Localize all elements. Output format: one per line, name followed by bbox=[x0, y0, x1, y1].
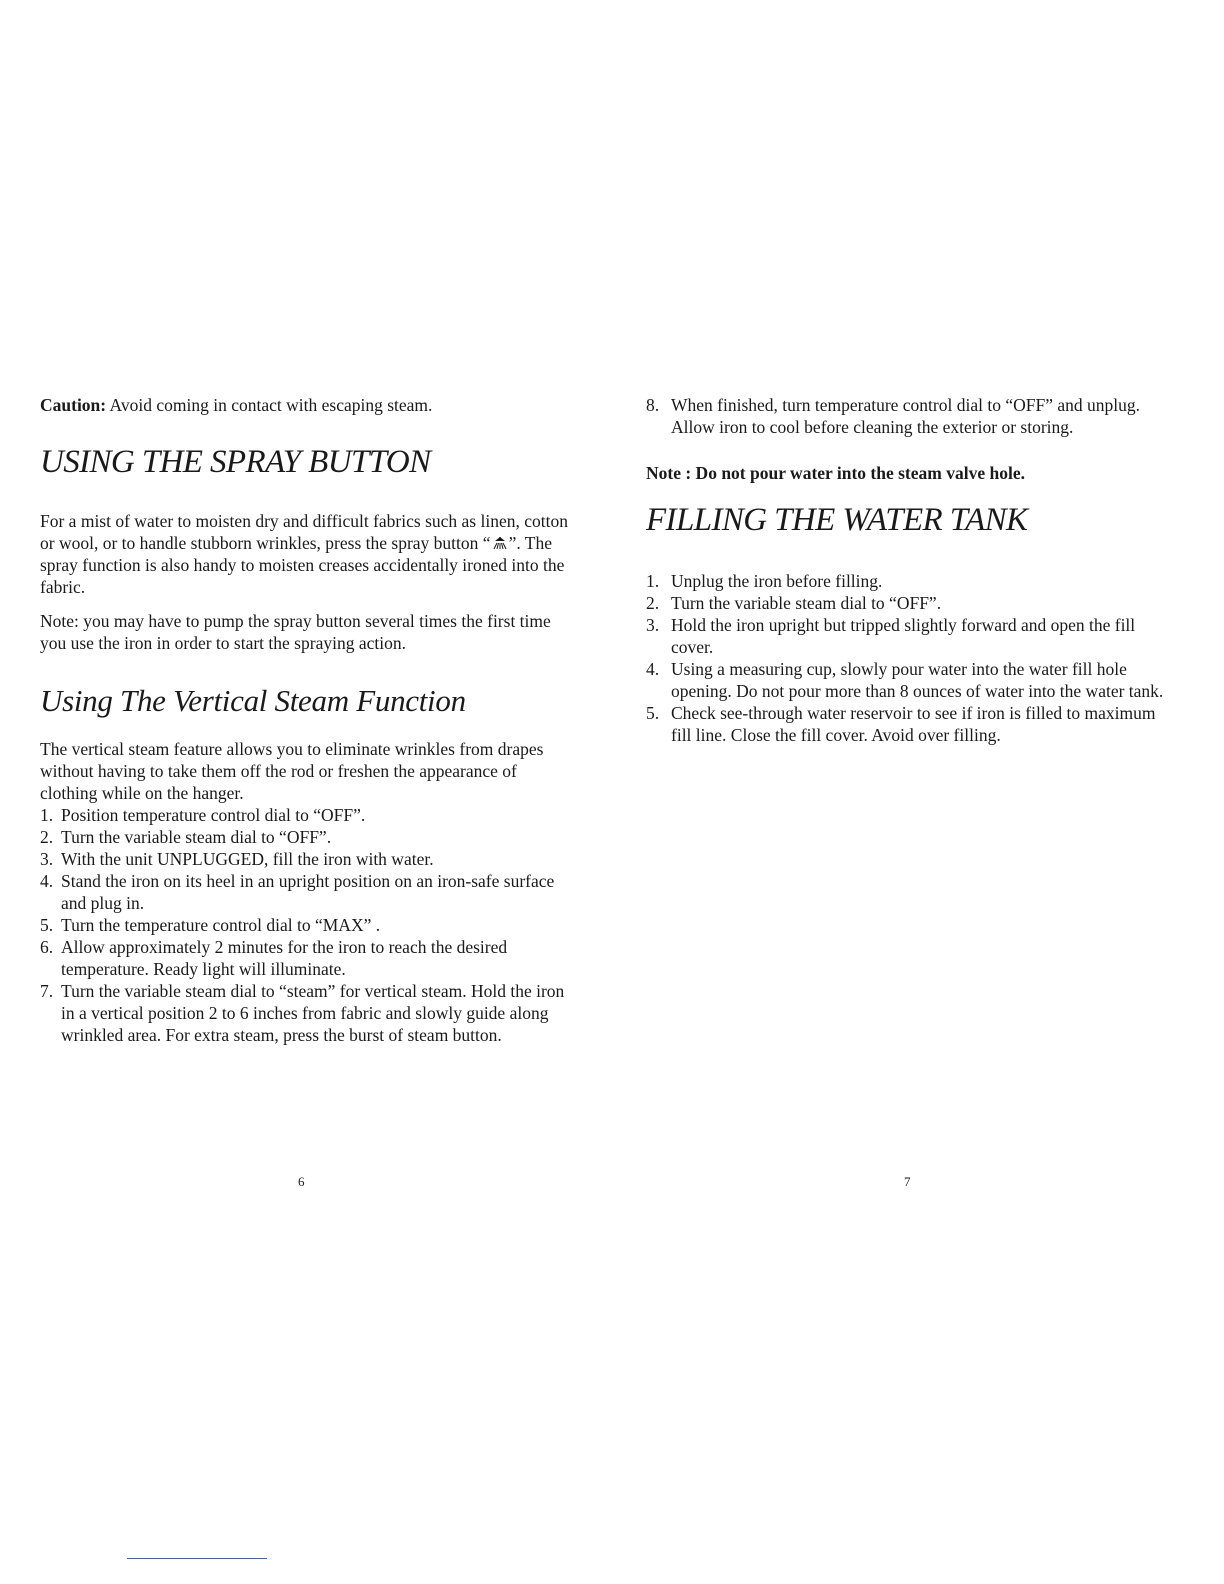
step-text: Unplug the iron before filling. bbox=[671, 571, 883, 591]
step-text: Check see-through water reservoir to see if iron is filled to maximum fill line. Close the fill cover. Avoid over filling. bbox=[671, 703, 1156, 745]
step-number: 2. bbox=[40, 827, 54, 847]
list-item bbox=[646, 394, 1176, 438]
spray-icon bbox=[491, 533, 509, 553]
spray-button-heading: USING THE SPRAY BUTTON bbox=[40, 444, 431, 480]
spray-instructions bbox=[40, 510, 570, 598]
steam-valve-note: Note : Do not pour water into the steam valve hole. bbox=[646, 463, 1025, 483]
list-item bbox=[646, 658, 1176, 702]
step-text: Turn the variable steam dial to “steam” for vertical steam. Hold the iron in a vertical position 2 to 6 inches from fabric and slowly guide along wrinkled area. For extra steam, press the burst of steam button. bbox=[61, 981, 565, 1045]
page-number: 7 bbox=[904, 1174, 911, 1189]
step-text: Allow approximately 2 minutes for the iron to reach the desired temperature. Ready light will illuminate. bbox=[61, 937, 508, 979]
list-item bbox=[40, 848, 570, 870]
caution-label: Caution: bbox=[40, 395, 107, 415]
vertical-steam-intro: The vertical steam feature allows you to eliminate wrinkles from drapes without having to take them off the rod or freshen the appearance of clothing while on the hanger. bbox=[40, 739, 544, 803]
step-number: 1. bbox=[646, 571, 660, 591]
step-text: Position temperature control dial to “OFF”. bbox=[61, 805, 366, 825]
vertical-steam-steps bbox=[40, 804, 570, 1046]
list-item bbox=[646, 570, 1176, 592]
step-number: 6. bbox=[40, 937, 54, 957]
step-text: Turn the temperature control dial to “MAX” . bbox=[61, 915, 381, 935]
filling-water-tank-heading: FILLING THE WATER TANK bbox=[646, 502, 1028, 538]
step-number: 3. bbox=[40, 849, 54, 869]
list-item bbox=[40, 936, 570, 980]
step-number: 2. bbox=[646, 593, 660, 613]
spray-note: Note: you may have to pump the spray button several times the first time you use the iron in order to start the spraying action. bbox=[40, 611, 551, 653]
step-text: Using a measuring cup, slowly pour water into the water fill hole opening. Do not pour more than 8 ounces of water into the water tank. bbox=[671, 659, 1164, 701]
page-number: 6 bbox=[298, 1174, 305, 1189]
step-text: When finished, turn temperature control dial to “OFF” and unplug. Allow iron to cool before cleaning the exterior or storing. bbox=[671, 395, 1140, 437]
right-page bbox=[646, 0, 1186, 1584]
step-number: 5. bbox=[646, 703, 660, 723]
step-number: 1. bbox=[40, 805, 54, 825]
caution-paragraph bbox=[40, 394, 570, 416]
spray-text-after: ”. The spray function is also handy to moisten creases accidentally ironed into the fabric. bbox=[40, 533, 565, 597]
step-text: With the unit UNPLUGGED, fill the iron with water. bbox=[61, 849, 434, 869]
step-text: Hold the iron upright but tripped slightly forward and open the fill cover. bbox=[671, 615, 1136, 657]
vertical-steam-heading: Using The Vertical Steam Function bbox=[40, 683, 466, 718]
vertical-steam-steps-continued bbox=[646, 394, 1176, 438]
step-text: Turn the variable steam dial to “OFF”. bbox=[61, 827, 332, 847]
list-item bbox=[40, 804, 570, 826]
list-item bbox=[646, 592, 1176, 614]
footer-rule bbox=[127, 1558, 267, 1559]
list-item bbox=[646, 614, 1176, 658]
list-item bbox=[40, 914, 570, 936]
left-page bbox=[40, 0, 580, 1584]
step-number: 4. bbox=[646, 659, 660, 679]
list-item bbox=[40, 980, 570, 1046]
list-item bbox=[40, 870, 570, 914]
step-number: 8. bbox=[646, 395, 660, 415]
list-item bbox=[646, 702, 1176, 746]
step-text: Stand the iron on its heel in an upright position on an iron-safe surface and plug in. bbox=[61, 871, 555, 913]
step-number: 4. bbox=[40, 871, 54, 891]
spray-text-before: For a mist of water to moisten dry and difficult fabrics such as linen, cotton or wool, or to handle stubborn wrinkles, press the spray button “ bbox=[40, 511, 568, 553]
step-number: 5. bbox=[40, 915, 54, 935]
filling-steps bbox=[646, 570, 1176, 746]
step-number: 7. bbox=[40, 981, 54, 1001]
step-text: Turn the variable steam dial to “OFF”. bbox=[671, 593, 942, 613]
step-number: 3. bbox=[646, 615, 660, 635]
list-item bbox=[40, 826, 570, 848]
caution-text: Avoid coming in contact with escaping steam. bbox=[109, 395, 433, 415]
